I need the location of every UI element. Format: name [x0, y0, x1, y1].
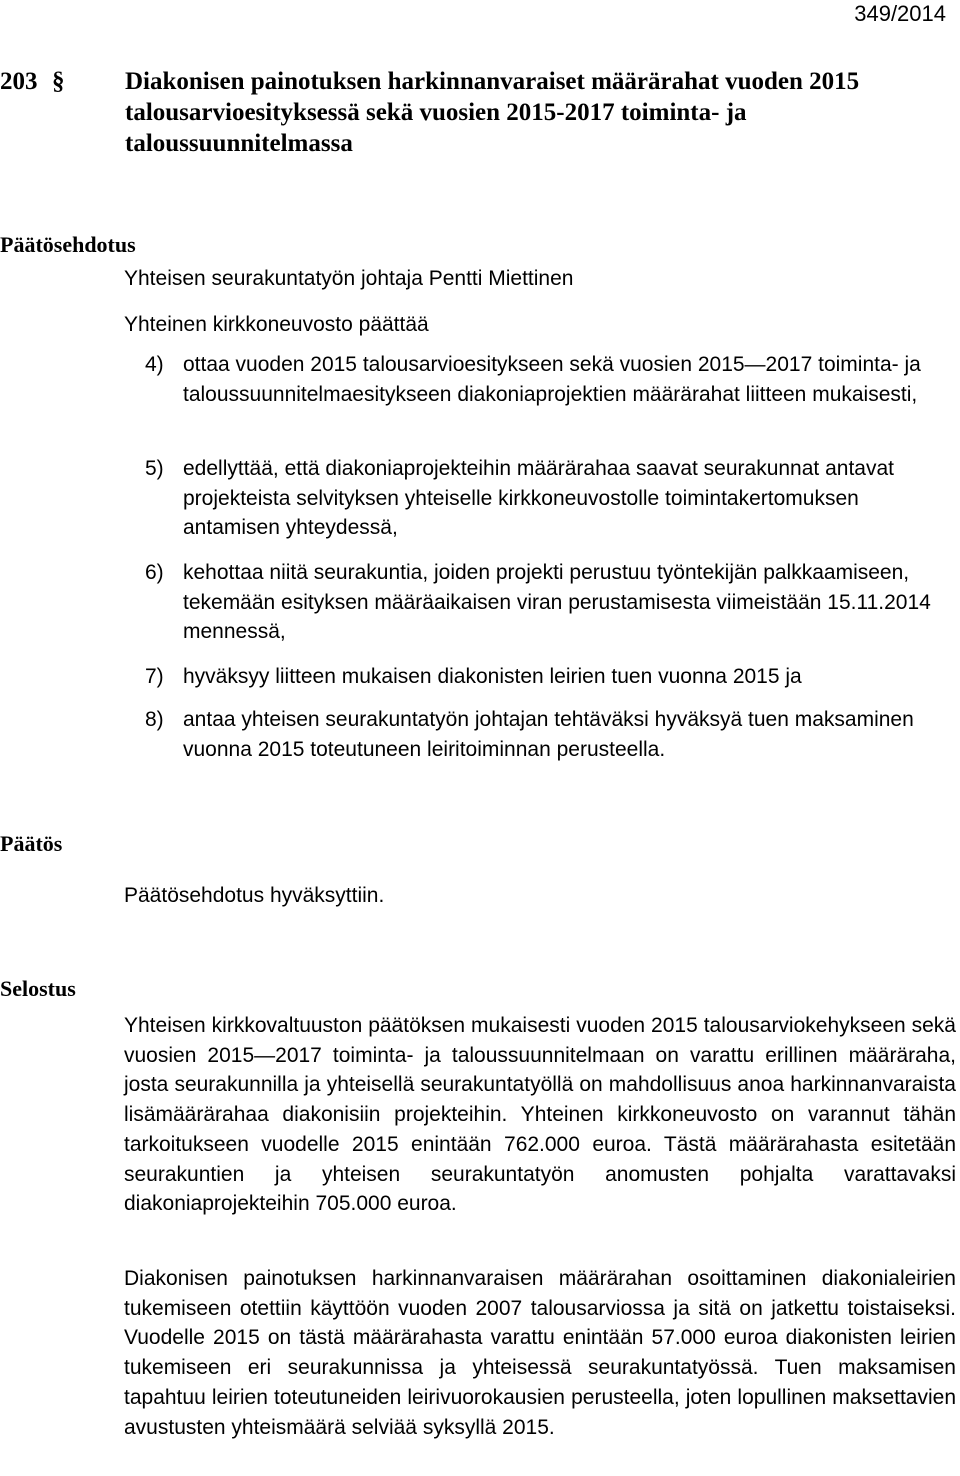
item-number: 5)	[145, 457, 164, 480]
decision-text: Päätösehdotus hyväksyttiin.	[124, 884, 385, 907]
item-text: kehottaa niitä seurakuntia, joiden projekti perustuu työntekijän palkkaamiseen, tekemään esityksen määräaikaisen viran perustamisesta viimeistään 15.11.2014 mennessä,	[183, 561, 931, 644]
explanation-paragraph: Diakonisen painotuksen harkinnanvaraisen määrärahan osoittaminen diakonialeirien tukemiseen otettiin käyttöön vuoden 2007 talousarviossa ja sitä on jatkettu toistaiseksi. Vuodelle 2015 on tästä määrärahasta varattu enintään 57.000 euroa diakonisten leirien tukemiseen eri seurakunnissa ja yhteisessä seurakuntatyössä. Tuen maksamisen tapahtuu leirien toteutuneiden leirivuorokausien perusteella, joten lopullinen maksettavien avustusten yhteismäärä selviää syksyllä 2015.	[124, 1267, 956, 1439]
item-number: 8)	[145, 708, 164, 731]
item-number: 7)	[145, 665, 164, 688]
proposal-item	[145, 350, 955, 409]
section-number: 203	[0, 68, 38, 95]
proposal-label: Päätösehdotus	[0, 232, 136, 257]
item-number: 4)	[145, 353, 164, 376]
section-title: Diakonisen painotuksen harkinnanvaraiset määrärahat vuoden 2015 talousarvioesityksessä sekä vuosien 2015-2017 toiminta- ja taloussuunnitelmassa	[125, 68, 860, 157]
explanation-label: Selostus	[0, 976, 76, 1001]
item-text: hyväksyy liitteen mukaisen diakonisten leirien tuen vuonna 2015 ja	[183, 665, 802, 688]
page-number: 349/2014	[854, 1, 946, 26]
item-text: edellyttää, että diakoniaprojekteihin määrärahaa saavat seurakunnat antavat projekteista selvityksen yhteiselle kirkkoneuvostolle toimintakertomuksen antamisen yhteydessä,	[183, 457, 894, 540]
proposal-item	[145, 705, 955, 764]
proposal-item	[145, 662, 955, 692]
proposal-item	[145, 454, 955, 543]
item-number: 6)	[145, 561, 164, 584]
decision-label: Päätös	[0, 831, 63, 856]
proposal-item	[145, 558, 955, 647]
item-text: antaa yhteisen seurakuntatyön johtajan tehtäväksi hyväksyä tuen maksaminen vuonna 2015 toteutuneen leiritoiminnan perusteella.	[183, 708, 914, 761]
proposal-intro: Yhteinen kirkkoneuvosto päättää	[124, 313, 429, 336]
proposal-presenter: Yhteisen seurakuntatyön johtaja Pentti Miettinen	[124, 267, 574, 290]
section-heading	[0, 66, 955, 159]
section-sign: §	[52, 68, 65, 95]
explanation-paragraph: Yhteisen kirkkovaltuuston päätöksen mukaisesti vuoden 2015 talousarviokehykseen sekä vuosien 2015—2017 toiminta- ja taloussuunnitelmaan on varattu erillinen määräraha, josta seurakunnilla ja yhteisellä seurakuntatyöllä on mahdollisuus anoa harkinnanvaraista lisämäärärahaa diakonisiin projekteihin. Yhteinen kirkkoneuvosto on varannut tähän tarkoitukseen vuodelle 2015 enintään 762.000 euroa. Tästä määrärahasta esitetään seurakuntien ja yhteisen seurakuntatyön anomusten pohjalta varattavaksi diakoniaprojekteihin 705.000 euroa.	[124, 1014, 956, 1216]
item-text: ottaa vuoden 2015 talousarvioesitykseen sekä vuosien 2015—2017 toiminta- ja taloussuunnitelmaesitykseen diakoniaprojektien määrärahat liitteen mukaisesti,	[183, 353, 921, 406]
